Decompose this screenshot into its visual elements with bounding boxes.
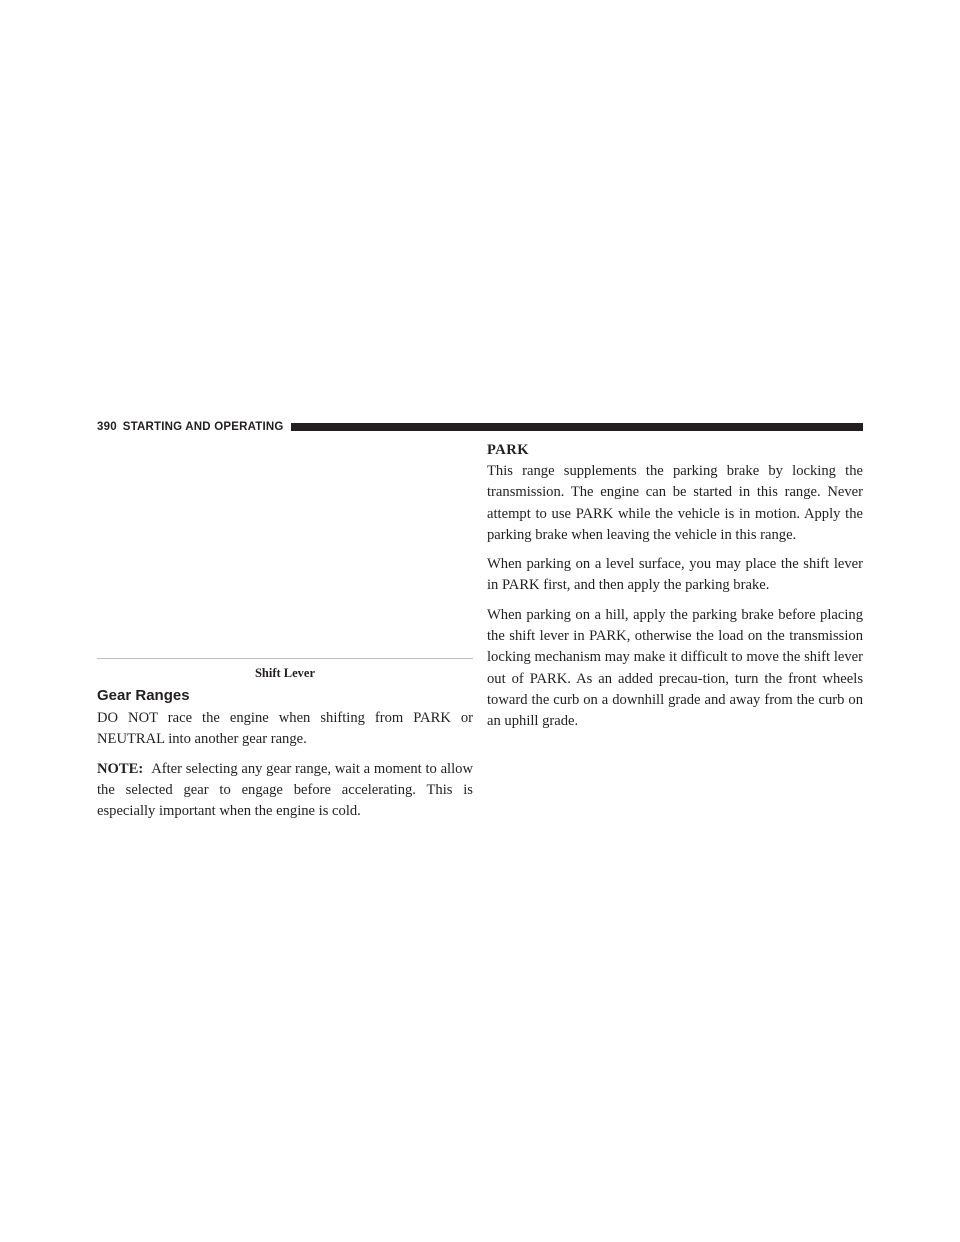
shift-lever-figure bbox=[97, 440, 473, 658]
note-text: After selecting any gear range, wait a moment to allow the selected gear to engage before accelerating. This is especially important when the engine is cold. bbox=[97, 760, 473, 820]
page-header bbox=[97, 419, 863, 435]
figure-caption: Shift Lever bbox=[254, 666, 316, 680]
park-paragraph-1: This range supplements the parking brake by locking the transmission. The engine can be started in this range. Never attempt to use PARK while the vehicle is in motion. Apply the parking brake when leaving the vehicle in this range. bbox=[487, 463, 863, 543]
park-paragraph-3: When parking on a hill, apply the parking brake before placing the shift lever in PARK, otherwise the load on the transmission locking mechanism may make it difficult to move the shift lever out of PARK. As an added precau-tion, turn the front wheels toward the curb on a downhill grade and away from the curb on an uphill grade. bbox=[487, 606, 863, 730]
section-title: STARTING AND OPERATING bbox=[122, 421, 284, 433]
park-paragraph-2: When parking on a level surface, you may place the shift lever in PARK first, and then apply the parking brake. bbox=[487, 556, 863, 594]
figure-divider bbox=[97, 658, 473, 659]
right-column bbox=[487, 440, 863, 741]
page-number: 390 bbox=[97, 421, 117, 433]
left-column bbox=[97, 686, 473, 830]
park-heading: PARK bbox=[487, 442, 530, 458]
note-paragraph bbox=[97, 759, 473, 823]
header-rule bbox=[291, 423, 863, 431]
gear-ranges-heading: Gear Ranges bbox=[97, 687, 190, 704]
note-label: NOTE: bbox=[97, 760, 144, 777]
gear-ranges-paragraph: DO NOT race the engine when shifting from PARK or NEUTRAL into another gear range. bbox=[97, 710, 473, 748]
